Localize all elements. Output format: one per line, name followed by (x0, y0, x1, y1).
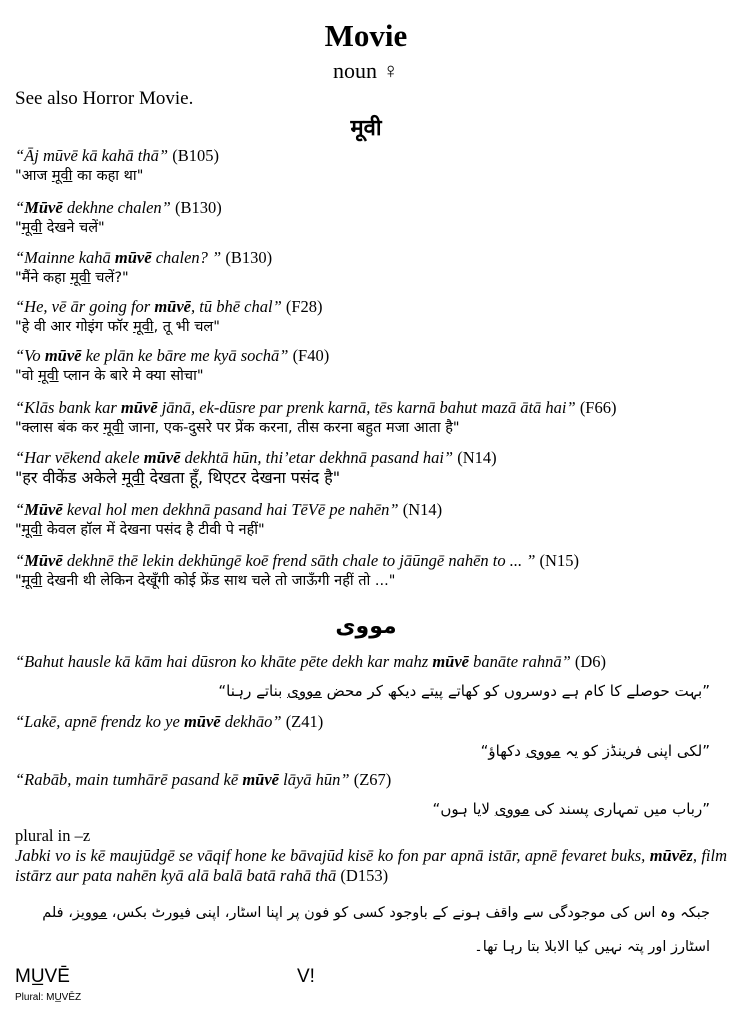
source-code: (B130) (221, 248, 273, 267)
footer-mark: V! (297, 966, 315, 987)
tr-bold: mūvē (432, 652, 469, 671)
dv-underlined: मूवी (21, 220, 43, 236)
source-code: (D6) (570, 652, 607, 671)
source-code: (N14) (453, 448, 497, 467)
urdu-heading: مووی (335, 614, 397, 639)
entry-title: Movie (324, 18, 408, 53)
tr-bold: mūvē (114, 248, 152, 267)
dv-underlined: मूवी (51, 168, 73, 184)
tr-rest: mūvē kā kahā thā” (42, 146, 169, 165)
urdu-example (15, 770, 727, 790)
dv-pre: "हर वीकेंड अकेले (15, 468, 122, 487)
source-code: (N14) (398, 500, 443, 519)
example-devanagari (15, 366, 727, 386)
example-transliteration (15, 146, 727, 166)
example-transliteration (15, 652, 727, 672)
tr-bold: mūvē (154, 297, 191, 316)
example-devanagari (15, 571, 727, 591)
source-code: (N15) (535, 551, 579, 570)
example-transliteration (15, 198, 727, 218)
tr-rest: chalen? ” (151, 248, 222, 267)
tr-pre: “ (15, 500, 25, 519)
plural-ur-post: ، فلم اسٹارز اور پتہ نہیں کیا الابلا بتا رہا تھا۔ (42, 905, 710, 955)
dv-post: का कहा था" (72, 168, 144, 184)
tr-bold: mūvē (183, 712, 221, 731)
dv-underlined: मूवी (21, 573, 43, 589)
part-of-speech: noun ♀ (333, 58, 399, 83)
plural-label: plural in –z (15, 826, 91, 845)
tr-bold: mūvē (242, 770, 279, 789)
dv-post: देखने चलें" (42, 220, 105, 236)
transliteration-text (15, 712, 282, 731)
source-code: (B130) (170, 198, 222, 217)
tr-pre: “Har vēkend akele (15, 448, 144, 467)
example-transliteration (15, 770, 727, 790)
tr-rest: dekhne chalen” (62, 198, 171, 217)
footer-plural: Plural: MU̲VĒZ (15, 992, 82, 1003)
dv-underlined: मूवी (103, 420, 124, 436)
tr-rest: banāte rahnā” (468, 652, 571, 671)
example-devanagari (15, 317, 727, 337)
dv-post: देखनी थी लेकिन देखूँगी कोई फ्रेंड साथ चले तो जाऊँगी नहीं तो ..." (42, 573, 396, 589)
dv-underlined: मूवी (70, 270, 91, 286)
example-transliteration (15, 500, 727, 520)
source-code: (Z41) (281, 712, 324, 731)
example-devanagari (15, 218, 727, 238)
footer-word: MU̲VĒ (15, 966, 70, 987)
devanagari-example (15, 146, 727, 186)
tr-pre: “He, vē ār going for (15, 297, 155, 316)
tr-bold: mūvē (44, 346, 82, 365)
dv-post: चलें?" (90, 270, 129, 286)
tr-pre: “Rabāb, main tumhārē pasand kē (15, 770, 243, 789)
ur-post: بناتے رہنا“ (218, 682, 288, 700)
tr-bold: Mūvē (24, 500, 63, 519)
tr-pre: “Klās bank kar (15, 398, 121, 417)
dv-pre: " (15, 573, 22, 589)
devanagari-example (15, 500, 727, 540)
tr-rest: dekhnē thē lekin dekhūngē koē frend sāth chale to jāūngē nahēn to ... ” (62, 551, 536, 570)
ur-underlined: مووی (494, 800, 530, 818)
source-code: (F28) (281, 297, 323, 316)
source-code: (B105) (168, 146, 219, 165)
source-code: (F40) (288, 346, 330, 365)
tr-bold: mūvē (143, 448, 181, 467)
plural-ur-underlined: موویز (72, 905, 108, 921)
example-transliteration (15, 398, 727, 418)
transliteration-text (15, 551, 535, 570)
plural-ur-pre: جبکہ وہ اس کی موجودگی سے واقف ہونے کے باوجود کسی کو فون پر اپنا اسٹار، اپنی فیورٹ بکس، (107, 905, 710, 921)
tr-bold: Mūvē (24, 198, 63, 217)
example-transliteration (15, 551, 727, 571)
dv-underlined: मूवी (133, 319, 154, 335)
example-urdu (433, 798, 710, 820)
transliteration-text (15, 652, 571, 671)
example-devanagari (15, 166, 727, 186)
devanagari-example (15, 398, 727, 438)
example-transliteration (15, 248, 727, 268)
ur-pre: ”رباب میں تمہاری پسند کی (529, 800, 710, 818)
transliteration-text (15, 770, 350, 789)
dv-pre: " (15, 220, 22, 236)
transliteration-text (15, 146, 168, 165)
dv-underlined: मूवी (38, 368, 59, 384)
tr-bold: mūvē (120, 398, 158, 417)
example-urdu (481, 740, 710, 762)
example-transliteration (15, 712, 727, 732)
transliteration-text (15, 248, 221, 267)
tr-pre: “Bahut hausle kā kām hai dūsron ko khāte pēte dekh kar mahz (15, 652, 433, 671)
example-urdu (218, 680, 710, 702)
devanagari-example (15, 551, 727, 591)
example-devanagari (15, 520, 727, 540)
dv-post: जाना, एक-दुसरे पर प्रेंक करना, तीस करना बहुत मजा आता है" (123, 420, 460, 436)
urdu-example (15, 712, 727, 732)
ur-pre: ”لکی اپنی فرینڈز کو یہ (560, 742, 710, 760)
dv-pre: " (15, 522, 22, 538)
tr-rest: jānā, ek-dūsre par prenk karnā, tēs karnā bahut mazā ātā hai” (157, 398, 576, 417)
ur-post: لایا ہوں“ (432, 800, 495, 818)
urdu-example (15, 652, 727, 672)
plural-source: (D153) (336, 866, 389, 885)
dv-post: केवल हॉल में देखना पसंद है टीवी पे नहीं" (42, 522, 265, 538)
dv-pre: "वो (15, 368, 39, 384)
tr-rest: lāyā hūn” (279, 770, 350, 789)
example-devanagari (15, 418, 727, 438)
dv-pre: "क्लास बंक कर (15, 420, 104, 436)
tr-rest: keval hol men dekhnā pasand hai TēVē pe nahēn” (62, 500, 399, 519)
transliteration-text (15, 346, 288, 365)
tr-rest: , tū bhē chal” (191, 297, 282, 316)
tr-pre: “ (15, 551, 25, 570)
tr-rest: ke plān ke bāre me kyā sochā” (81, 346, 289, 365)
dv-underlined: मूवी (21, 522, 43, 538)
transliteration-text (15, 448, 453, 467)
ur-pre: ”بہت حوصلے کا کام ہے دوسروں کو کھاتے پیتے دیکھ کر محض (321, 682, 710, 700)
see-also-note: See also Horror Movie. (15, 88, 194, 109)
example-transliteration (15, 448, 727, 468)
plural-tr-post: , film istārz aur pata nahēn kyā alā balā batā rahā thā (15, 846, 728, 885)
dv-pre: "मैंने कहा (15, 270, 71, 286)
tr-pre: “Vo (15, 346, 45, 365)
devanagari-example (15, 198, 727, 238)
transliteration-text (15, 500, 399, 519)
plural-urdu (10, 896, 710, 964)
transliteration-text (15, 198, 171, 217)
devanagari-example (15, 346, 727, 386)
ur-post: دکھاؤ“ (480, 742, 526, 760)
example-transliteration (15, 297, 727, 317)
dv-underlined: मूवी (121, 468, 145, 487)
example-devanagari (15, 268, 727, 288)
dv-pre: "आज (15, 168, 52, 184)
tr-pre: “Lakē, apnē frendz ko ye (15, 712, 184, 731)
tr-pre: “Āj (15, 146, 43, 165)
plural-tr-bold: mūvēz (649, 846, 693, 865)
tr-rest: dekhtā hūn, thi’etar dekhnā pasand hai” (180, 448, 454, 467)
devanagari-example (15, 297, 727, 337)
devanagari-example (15, 248, 727, 288)
dv-post: प्लान के बारे मे क्या सोचा" (58, 368, 204, 384)
tr-pre: “Mainne kahā (15, 248, 115, 267)
ur-underlined: مووی (287, 682, 322, 700)
tr-bold: Mūvē (24, 551, 63, 570)
example-devanagari (15, 468, 727, 488)
devanagari-heading: मूवी (350, 116, 382, 141)
dv-post: , तू भी चल" (153, 319, 220, 335)
dv-pre: "हे वी आर गोइंग फॉर (15, 319, 134, 335)
transliteration-text (15, 297, 282, 316)
ur-underlined: مووی (525, 742, 561, 760)
dv-post: देखता हूँ, थिएटर देखना पसंद है" (144, 468, 341, 487)
plural-transliteration (15, 846, 727, 886)
source-code: (F66) (575, 398, 617, 417)
plural-tr-pre: Jabki vo is kē maujūdgē se vāqif hone ke bāvajūd kisē ko fon par apnā istār, apnē fevaret buks, (15, 846, 650, 865)
devanagari-example (15, 448, 727, 488)
tr-pre: “ (15, 198, 25, 217)
example-transliteration (15, 346, 727, 366)
source-code: (Z67) (349, 770, 392, 789)
transliteration-text (15, 398, 576, 417)
tr-rest: dekhāo” (220, 712, 282, 731)
